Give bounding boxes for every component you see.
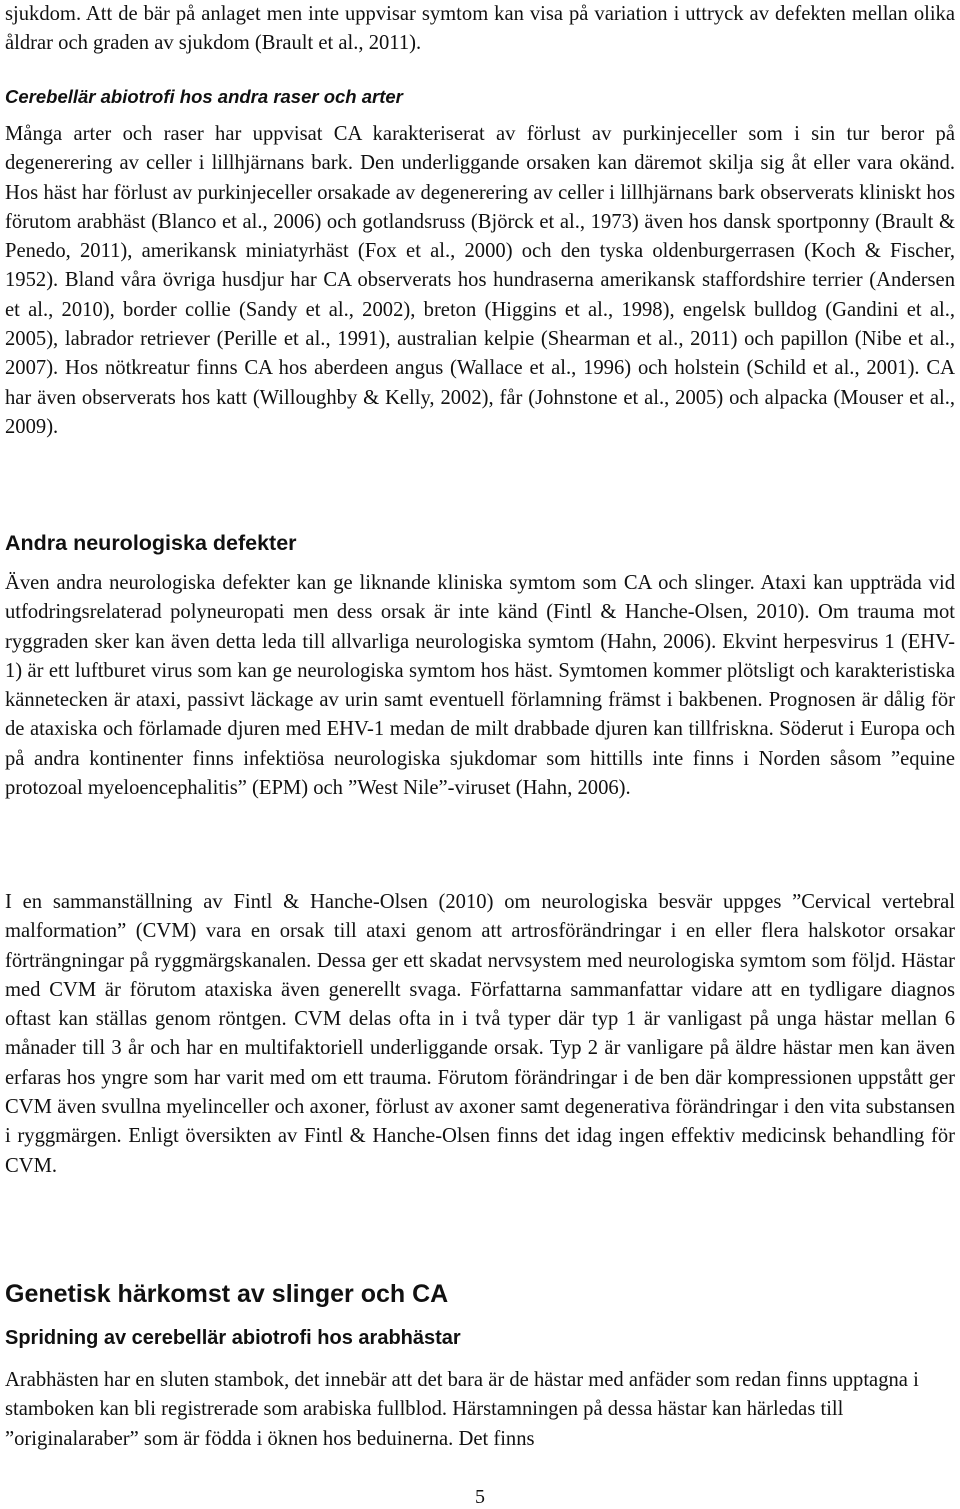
intro-paragraph: sjukdom. Att de bär på anlaget men inte uppvisar symtom kan visa på variation i uttryck av defekten mellan olika åldrar och graden av sjukdom (Brault et al., 2011).	[5, 3, 955, 55]
paragraph-arab-spread: Arabhästen har en sluten stambok, det innebär att det bara är de hästar med anfäder som redan finns upptagna i stamboken kan bli registrerade som arabiska fullblod. Härstamningen på dessa hästar kan härledas till ”originalaraber” som är födda i öknen hos beduinerna. Det finns	[5, 1369, 919, 1450]
paragraph-neuro-defects-1: Även andra neurologiska defekter kan ge liknande kliniska symtom som CA och slinger. Ataxi kan uppträda vid utfodringsrelaterad polyneuropati men dess orsak är inte känd (Fintl & Hanche-Olsen, 2010). Om trauma mot ryggraden sker kan även detta leda till allvarliga neurologiska symtom (Hahn, 2006). Ekvint herpesvirus 1 (EHV-1) är ett luftburet virus som kan ge neurologiska symtom hos häst. Symtomen kommer plötsligt och karakteristiska kännetecken är ataxi, passivt läckage av urin samt eventuell förlamning främst i bakbenen. Prognosen är dålig för de ataxiska och förlamade djuren med EHV-1 medan de milt drabbade djuren kan tillfriskna. Söderut i Europa och på andra kontinenter finns infektiösa neurologiska sjukdomar som hittills inte finns i Norden såsom ”equine protozoal myeloencephalitis” (EPM) och ”West Nile”-viruset (Hahn, 2006).	[5, 572, 955, 800]
page-number: 5	[475, 1486, 485, 1508]
section-heading-neuro-defects: Andra neurologiska defekter	[5, 531, 297, 555]
paragraph-other-breeds: Många arter och raser har uppvisat CA karakteriserat av förlust av purkinjeceller som i sin tur beror på degenerering av celler i lillhjärnans bark. Den underliggande orsaken kan däremot skilja sig åt eller vara okänd. Hos häst har förlust av purkinjeceller orsakade av degenerering av celler i lillhjärnans bark observerats kliniskt hos förutom arabhäst (Blanco et al., 2006) och gotlandsruss (Björck et al., 1973) även hos dansk sportponny (Brault & Penedo, 2011), amerikansk miniatyrhäst (Fox et al., 2000) och den tyska oldenburgerrasen (Koch & Fischer, 1952). Bland våra övriga husdjur har CA observerats hos hundraserna amerikansk staffordshire terrier (Andersen et al., 2010), border collie (Sandy et al., 2002), breton (Higgins et al., 1998), engelsk bulldog (Gandini et al., 2005), labrador retriever (Perille et al., 1991), australian kelpie (Shearman et al., 2011) och papillon (Nibe et al., 2007). Hos nötkreatur finns CA hos aberdeen angus (Wallace et al., 1996) och holstein (Schild et al., 2001). CA har även observerats hos katt (Willoughby & Kelly, 2002), får (Johnstone et al., 2005) och alpacka (Mouser et al., 2009).	[5, 123, 955, 438]
section-heading-other-breeds: Cerebellär abiotrofi hos andra raser och arter	[5, 86, 403, 107]
subheading-arab-spread: Spridning av cerebellär abiotrofi hos arabhästar	[5, 1327, 461, 1349]
paragraph-neuro-defects-2: I en sammanställning av Fintl & Hanche-Olsen (2010) om neurologiska besvär uppges ”Cervical vertebral malformation” (CVM) vara en orsak till ataxi genom att artrosförändringar i en eller flera halskotor orsakar förträngningar på ryggmärgskanalen. Dessa ger ett skadat nervsystem med neurologiska symtom som följd. Hästar med CVM är förutom ataxiska även generellt svaga. Författarna sammanfattar vidare att en tydligare diagnos oftast kan ställas genom röntgen. CVM delas ofta in i två typer där typ 1 är vanligast på unga hästar mellan 6 månader till 3 år och har en multifaktoriell underliggande orsak. Typ 2 är vanligare på äldre hästar men kan även erfaras hos yngre som har varit med om ett trauma. Förutom förändringar i de ben där kompressionen uppstått ger CVM även svullna myelinceller och axoner, förlust av axoner samt degenerativa förändringar i den vita substansen i ryggmärgen. Enligt översikten av Fintl & Hanche-Olsen finns det idag ingen effektiv medicinsk behandling för CVM.	[5, 891, 955, 1177]
section-heading-genetic-origin: Genetisk härkomst av slinger och CA	[5, 1280, 449, 1308]
